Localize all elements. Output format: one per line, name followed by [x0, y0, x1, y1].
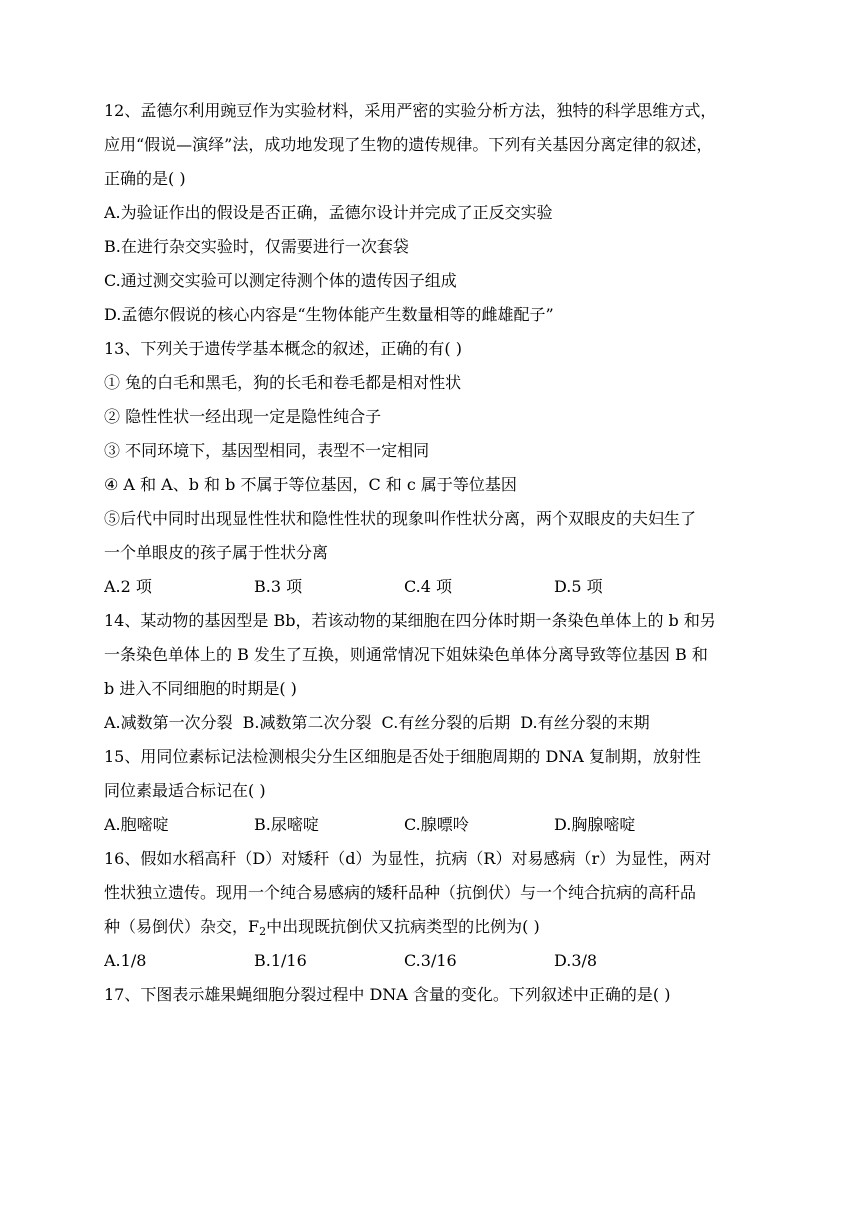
- question-14-option-c: C.有丝分裂的后期: [381, 713, 511, 732]
- question-13: [104, 332, 760, 604]
- question-13-option-a: A.2 项: [104, 577, 152, 596]
- question-15-option-a: A.胞嘧啶: [104, 815, 169, 834]
- question-12-stem-line-1: 12、孟德尔利用豌豆作为实验材料，采用严密的实验分析方法，独特的科学思维方式，: [104, 101, 717, 120]
- question-14-option-d: D.有丝分裂的末期: [520, 713, 650, 732]
- question-12-stem-line-2: 应用“假说—演绎”法，成功地发现了生物的遗传规律。下列有关基因分离定律的叙述，: [104, 135, 713, 154]
- question-12-option-a: A.为验证作出的假设是否正确，孟德尔设计并完成了正反交实验: [104, 203, 553, 222]
- generation-subscript: 2: [259, 925, 267, 938]
- question-14-option-a: A.减数第一次分裂: [104, 713, 233, 732]
- question-16-stem-line-3-end: 中出现既抗倒伏又抗病类型的比例为( ): [266, 917, 540, 936]
- question-14-stem-line-1: 14、某动物的基因型是 Bb，若该动物的某细胞在四分体时期一条染色单体上的 b 和另: [104, 611, 716, 630]
- question-12-option-b: B.在进行杂交实验时，仅需要进行一次套袋: [104, 237, 409, 256]
- question-15-stem-line-2: 同位素最适合标记在( ): [104, 781, 266, 800]
- question-13-stem: 13、下列关于遗传学基本概念的叙述，正确的有( ): [104, 339, 462, 358]
- question-15-option-c: C.腺嘌呤: [404, 815, 469, 834]
- question-13-option-b: B.3 项: [254, 577, 303, 596]
- question-15-stem-line-1: 15、用同位素标记法检测根尖分生区细胞是否处于细胞周期的 DNA 复制期，放射性: [104, 747, 701, 766]
- question-14: [104, 604, 760, 740]
- question-13-options: [104, 570, 760, 604]
- question-16-stem-line-2: 性状独立遗传。现用一个纯合易感病的矮秆品种（抗倒伏）与一个纯合抗病的高秆品: [104, 883, 697, 902]
- question-16-stem-line-1: 16、假如水稻高秆（D）对矮秆（d）为显性，抗病（R）对易感病（r）为显性，两对: [104, 849, 712, 868]
- question-13-item-2: ② 隐性性状一经出现一定是隐性纯合子: [104, 407, 382, 426]
- question-16-stem-line-3: [104, 910, 760, 944]
- question-16-option-d: D.3/8: [554, 951, 598, 970]
- question-12: [104, 94, 760, 332]
- question-15-option-b: B.尿嘧啶: [254, 815, 319, 834]
- question-14-stem-line-3: b 进入不同细胞的时期是( ): [104, 679, 297, 698]
- question-14-stem-line-2: 一条染色单体上的 B 发生了互换，则通常情况下姐妹染色单体分离导致等位基因 B 和: [104, 645, 708, 664]
- question-14-option-b: B.减数第二次分裂: [242, 713, 372, 732]
- question-15-option-d: D.胸腺嘧啶: [554, 815, 636, 834]
- question-12-option-c: C.通过测交实验可以测定待测个体的遗传因子组成: [104, 271, 457, 290]
- question-16-option-c: C.3/16: [404, 951, 457, 970]
- exam-page: [104, 94, 760, 1012]
- question-13-item-3: ③ 不同环境下，基因型相同，表型不一定相同: [104, 441, 430, 460]
- question-13-item-5-line-1: ⑤后代中同时出现显性性状和隐性性状的现象叫作性状分离，两个双眼皮的夫妇生了: [104, 509, 697, 528]
- question-15: [104, 740, 760, 842]
- question-17: [104, 978, 760, 1012]
- question-16-options: [104, 944, 760, 978]
- generation-symbol: F: [248, 917, 260, 936]
- question-13-item-5-line-2: 一个单眼皮的孩子属于性状分离: [104, 543, 329, 562]
- question-13-item-1: ① 兔的白毛和黑毛，狗的长毛和卷毛都是相对性状: [104, 373, 462, 392]
- question-16-option-b: B.1/16: [254, 951, 307, 970]
- question-14-options: [104, 706, 760, 740]
- question-12-option-d: D.孟德尔假说的核心内容是“生物体能产生数量相等的雌雄配子”: [104, 305, 554, 324]
- question-16: [104, 842, 760, 978]
- question-13-option-d: D.5 项: [554, 577, 603, 596]
- question-12-stem-line-3: 正确的是( ): [104, 169, 186, 188]
- question-16-stem-line-3-start: 种（易倒伏）杂交，: [104, 917, 249, 936]
- question-17-stem: 17、下图表示雄果蝇细胞分裂过程中 DNA 含量的变化。下列叙述中正确的是( ): [104, 985, 671, 1004]
- question-13-item-4: ④ A 和 A、b 和 b 不属于等位基因，C 和 c 属于等位基因: [104, 475, 517, 494]
- question-16-option-a: A.1/8: [104, 951, 147, 970]
- question-13-option-c: C.4 项: [404, 577, 453, 596]
- question-15-options: [104, 808, 760, 842]
